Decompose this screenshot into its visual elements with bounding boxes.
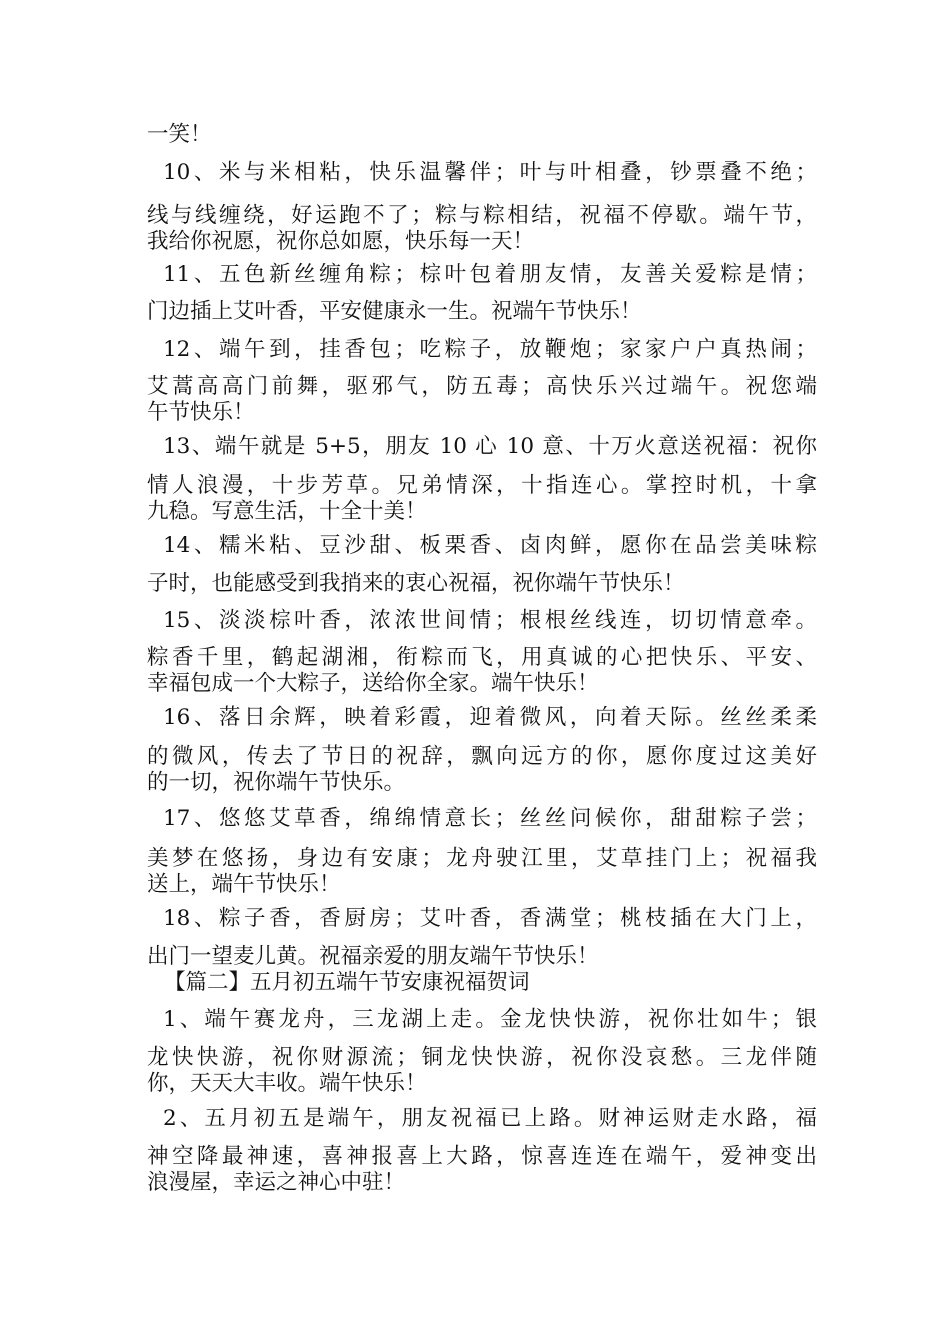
paragraph-first-line: 17、悠悠艾草香，绵绵情意长；丝丝问候你，甜甜粽子尝； xyxy=(163,806,817,831)
paragraph-first-line: 10、米与米相粘，快乐温馨伴；叶与叶相叠，钞票叠不绝； xyxy=(163,160,817,185)
text-line: 线与线缠绕，好运跑不了；粽与粽相结，祝福不停歇。端午节， xyxy=(147,203,817,228)
text-line: 情人浪漫，十步芳草。兄弟情深，十指连心。掌控时机，十拿 xyxy=(147,473,817,498)
paragraph-first-line: 13、端午就是 5+5，朋友 10 心 10 意、十万火意送祝福：祝你 xyxy=(163,434,817,459)
text-line: 一笑！ xyxy=(147,122,212,147)
paragraph-first-line: 18、粽子香，香厨房；艾叶香，香满堂；桃枝插在大门上， xyxy=(163,906,817,931)
text-line: 你，天天大丰收。端午快乐！ xyxy=(147,1071,427,1096)
section-heading: 【篇二】五月初五端午节安康祝福贺词 xyxy=(164,970,530,995)
text-line: 九稳。写意生活，十全十美！ xyxy=(147,499,427,524)
text-line: 送上，端午节快乐！ xyxy=(147,872,341,897)
text-line: 神空降最神速，喜神报喜上大路，惊喜连连在端午，爱神变出 xyxy=(147,1144,817,1169)
text-line: 我给你祝愿，祝你总如愿，快乐每一天！ xyxy=(147,229,535,254)
text-line: 门边插上艾叶香，平安健康永一生。祝端午节快乐！ xyxy=(147,299,642,324)
text-line: 出门一望麦儿黄。祝福亲爱的朋友端午节快乐！ xyxy=(147,944,599,969)
text-line: 的一切，祝你端午节快乐。 xyxy=(147,770,406,795)
text-line: 午节快乐！ xyxy=(147,400,255,425)
paragraph-first-line: 14、糯米粘、豆沙甜、板栗香、卤肉鲜，愿你在品尝美味粽 xyxy=(163,533,817,558)
text-line: 子时，也能感受到我捎来的衷心祝福，祝你端午节快乐！ xyxy=(147,571,685,596)
text-line: 龙快快游，祝你财源流；铜龙快快游，祝你没哀愁。三龙伴随 xyxy=(147,1045,817,1070)
text-line: 幸福包成一个大粽子，送给你全家。端午快乐！ xyxy=(147,671,599,696)
text-line: 美梦在悠扬，身边有安康；龙舟驶江里，艾草挂门上；祝福我 xyxy=(147,846,817,871)
text-line: 浪漫屋，幸运之神心中驻！ xyxy=(147,1170,406,1195)
paragraph-first-line: 2、五月初五是端午，朋友祝福已上路。财神运财走水路，福 xyxy=(163,1106,817,1131)
text-line: 艾蒿高高门前舞，驱邪气，防五毒；高快乐兴过端午。祝您端 xyxy=(147,374,817,399)
paragraph-first-line: 11、五色新丝缠角粽；棕叶包着朋友情，友善关爱粽是情； xyxy=(163,262,817,287)
text-line: 的微风，传去了节日的祝辞，飘向远方的你，愿你度过这美好 xyxy=(147,744,817,769)
text-line: 粽香千里，鹤起湖湘，衔粽而飞，用真诚的心把快乐、平安、 xyxy=(147,645,817,670)
paragraph-first-line: 15、淡淡棕叶香，浓浓世间情；根根丝线连，切切情意牵。 xyxy=(163,608,817,633)
paragraph-first-line: 12、端午到，挂香包；吃粽子，放鞭炮；家家户户真热闹； xyxy=(163,337,817,362)
paragraph-first-line: 1、端午赛龙舟，三龙湖上走。金龙快快游，祝你壮如牛；银 xyxy=(163,1007,817,1032)
paragraph-first-line: 16、落日余辉，映着彩霞，迎着微风，向着天际。丝丝柔柔 xyxy=(163,705,817,730)
